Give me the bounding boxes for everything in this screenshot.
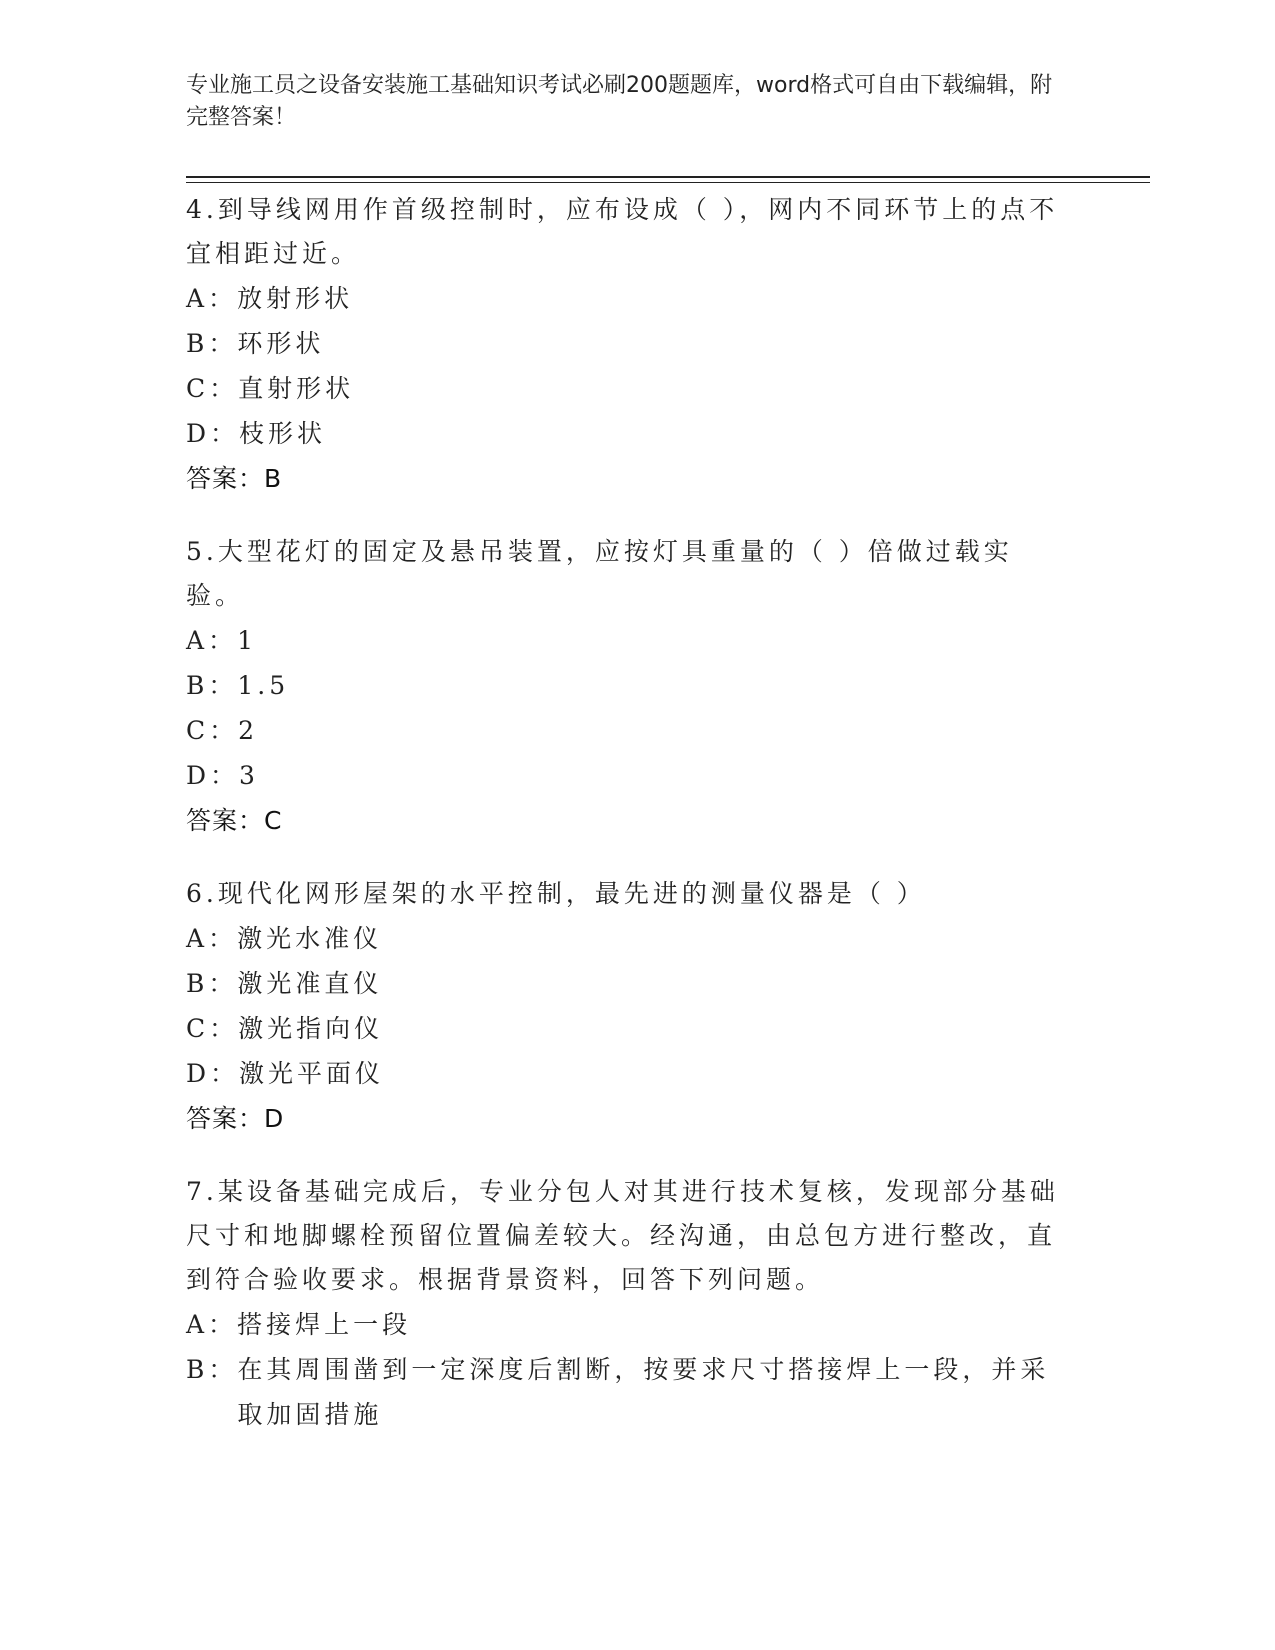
option-letter: C： [186,374,239,403]
option-d [186,1051,1066,1096]
option-text: 环形状 [237,329,325,358]
option-a [186,618,1066,663]
answer-value: C [264,806,283,835]
option-letter: B： [186,671,238,700]
option-d [186,753,1066,798]
option-c [186,708,1066,753]
option-text: 放射形状 [237,284,354,313]
option-text: 2 [238,716,259,745]
option-letter: B： [186,329,238,358]
question-text: 5.大型花灯的固定及悬吊装置，应按灯具重量的（ ）倍做过载实验。 [186,537,1013,610]
option-text: 激光准直仪 [237,969,383,998]
option-text: 激光平面仪 [239,1059,385,1088]
option-letter: B： [186,969,238,998]
question-list [186,188,1066,1465]
option-letter: A： [186,924,238,953]
document-header [186,70,1066,134]
answer-label: 答案： [186,1104,265,1133]
question-4 [186,188,1066,502]
question-5 [186,530,1066,844]
answer-label: 答案： [186,464,265,493]
option-letter: D： [186,761,240,790]
option-text: 在其周围凿到一定深度后割断，按要求尺寸搭接焊上一段，并采取加固措施 [237,1355,1050,1429]
question-text: 6.现代化网形屋架的水平控制，最先进的测量仪器是（ ） [186,879,926,908]
option-a [186,276,1066,321]
option-text: 1.5 [237,671,290,700]
option-text: 3 [239,761,259,790]
option-b [186,321,1066,366]
header-divider-thin [186,182,1150,183]
answer-line [186,1096,1066,1142]
option-text: 激光水准仪 [237,924,383,953]
answer-value: B [264,464,283,493]
option-d [186,411,1066,456]
option-c [186,1006,1066,1051]
option-letter: C： [186,716,239,745]
answer-label: 答案： [186,806,265,835]
option-letter: B： [186,1355,238,1384]
option-b [186,663,1066,708]
option-text: 枝形状 [239,419,327,448]
option-text: 激光指向仪 [238,1014,384,1043]
question-7 [186,1170,1066,1437]
header-divider-thick [186,176,1150,178]
header-title: 专业施工员之设备安装施工基础知识考试必刷200题题库，word格式可自由下载编辑，附完整答案！ [186,73,1053,130]
option-letter: A： [186,284,238,313]
answer-value: D [264,1104,285,1133]
option-text: 直射形状 [238,374,355,403]
option-a [186,916,1066,961]
option-a [186,1302,1066,1347]
option-text: 1 [237,626,257,655]
option-c [186,366,1066,411]
option-b [186,961,1066,1006]
option-letter: D： [186,1059,240,1088]
question-6 [186,872,1066,1142]
question-text: 7.某设备基础完成后，专业分包人对其进行技术复核，发现部分基础尺寸和地脚螺栓预留位置偏差较大。经沟通，由总包方进行整改，直到符合验收要求。根据背景资料，回答下列问题。 [186,1177,1059,1294]
answer-line [186,798,1066,844]
option-b [186,1347,1066,1437]
question-text: 4.到导线网用作首级控制时，应布设成（ ），网内不同环节上的点不宜相距过近。 [186,195,1059,268]
option-letter: C： [186,1014,239,1043]
option-letter: A： [186,1310,238,1339]
answer-line [186,456,1066,502]
option-letter: A： [186,626,238,655]
option-text: 搭接焊上一段 [237,1310,412,1339]
option-letter: D： [186,419,240,448]
